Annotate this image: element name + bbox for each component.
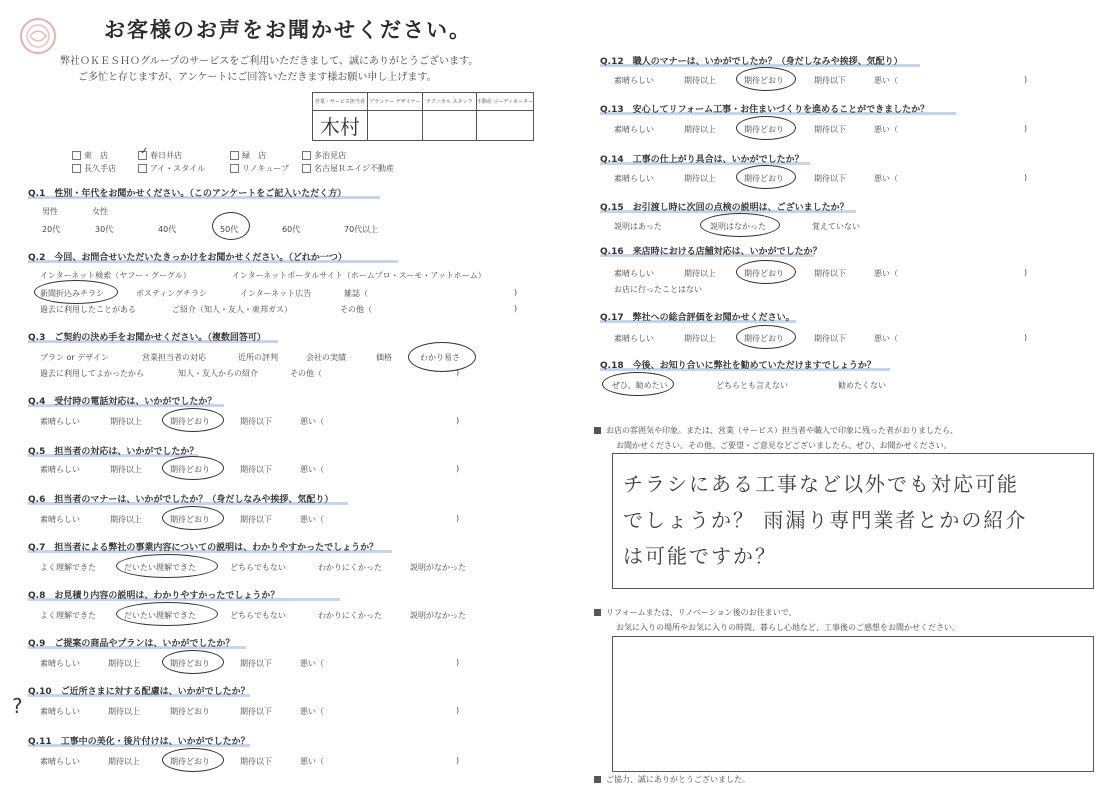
q11-excellent[interactable]: 素晴らしい	[40, 757, 80, 766]
answer-circle	[700, 213, 780, 237]
square-bullet-icon	[594, 776, 601, 783]
q12-bad-close: )	[1024, 75, 1028, 84]
store-kasugai[interactable]: ✓ 春日井店	[140, 146, 182, 160]
staff-table	[312, 92, 534, 141]
q3-reputation[interactable]: 近所の評判	[238, 353, 278, 362]
q2-internet-search[interactable]: インターネット検索（ヤフー・グーグル）	[40, 271, 191, 280]
q17-as-expected[interactable]: 期待どおり	[744, 334, 784, 343]
q5-below[interactable]: 期待以下	[240, 465, 272, 474]
q4-bad-close: )	[456, 416, 460, 425]
q13-bad[interactable]: 悪い（	[874, 125, 898, 134]
q7-well-understood[interactable]: よく理解できた	[40, 563, 96, 572]
answer-circle	[162, 506, 224, 530]
answer-circle	[736, 165, 796, 189]
q10-below[interactable]: 期待以下	[240, 707, 272, 716]
q11-label: Q.11 工事中の美化・後片付けは、いかがでしたか？	[28, 737, 250, 747]
q3-price[interactable]: 価格	[376, 353, 392, 362]
q1-age-70[interactable]: 70代以上	[344, 225, 379, 234]
q9-excellent[interactable]: 素晴らしい	[40, 659, 80, 668]
q9-label: Q.9 ご提案の商品やプランは、いかがでしたか？	[28, 639, 235, 649]
q2-other[interactable]: その他（	[340, 305, 372, 314]
q16-below[interactable]: 期待以下	[814, 269, 846, 278]
q12-above[interactable]: 期待以上	[684, 76, 716, 85]
q8-well-understood[interactable]: よく理解できた	[40, 611, 96, 620]
intro-line-1: 弊社ＯＫＥＳＨＯグループのサービスをご利用いただきまして、誠にありがとうございます。	[60, 56, 479, 67]
q8-hard[interactable]: わかりにくかった	[318, 611, 382, 620]
q15-not-explained[interactable]: 説明はなかった	[710, 222, 766, 231]
answer-circle	[736, 260, 796, 284]
q4-bad[interactable]: 悪い（	[300, 417, 324, 426]
checkbox[interactable]	[230, 164, 239, 173]
answer-circle	[162, 748, 224, 772]
q8-label: Q.8 お見積り内容の説明は、わかりやすかったでしょうか？	[28, 591, 280, 601]
q11-above[interactable]: 期待以上	[108, 757, 140, 766]
q7-hard[interactable]: わかりにくかった	[318, 563, 382, 572]
staff-cell-sales[interactable]	[313, 111, 368, 141]
checkbox[interactable]	[302, 151, 311, 160]
answer-circle	[162, 456, 224, 480]
q5-excellent[interactable]: 素晴らしい	[40, 465, 80, 474]
q18-label: Q.18 今後、お知り合いに弊社を勧めていただけますでしょうか？	[600, 361, 876, 371]
store-renocube[interactable]: リノキューブ	[230, 163, 289, 174]
q11-bad[interactable]: 悪い（	[300, 757, 324, 766]
comment1-textarea[interactable]	[612, 453, 1094, 589]
q10-label: Q.10 ご近所さまに対する配慮は、いかがでしたか？	[28, 687, 250, 697]
store-nagakute[interactable]: 長久手店	[72, 163, 116, 174]
q16-excellent[interactable]: 素晴らしい	[614, 269, 654, 278]
q11-as-expected[interactable]: 期待どおり	[170, 757, 210, 766]
q14-excellent[interactable]: 素晴らしい	[614, 174, 654, 183]
staff-header-realestate: 不動産 コーディネーター	[476, 93, 533, 111]
store-ai-style[interactable]: アイ・スタイル	[138, 163, 205, 174]
comment1-label-2: お聞かせください。その他、ご要望・ご意見などございましたら、ぜひ、お聞かせください。	[616, 441, 952, 450]
q3-sales-response[interactable]: 営業担当者の対応	[142, 353, 206, 362]
q18-not-recommend[interactable]: 勧めたくない	[838, 381, 886, 390]
q9-bad[interactable]: 悪い（	[300, 659, 324, 668]
q13-above[interactable]: 期待以上	[684, 125, 716, 134]
q3-plan-design[interactable]: プラン or デザイン	[40, 353, 109, 362]
q1-age-20[interactable]: 20代	[42, 225, 61, 234]
q2-referral[interactable]: ご紹介（知人・友人・東邦ガス）	[172, 305, 292, 314]
q2-portal-site[interactable]: インターネットポータルサイト（ホームプロ・スーモ・アットホーム）	[232, 271, 486, 280]
q2-internet-ad[interactable]: インターネット広告	[240, 289, 312, 298]
q6-below[interactable]: 期待以下	[240, 515, 272, 524]
q13-excellent[interactable]: 素晴らしい	[614, 125, 654, 134]
checkbox-checked[interactable]: ✓	[138, 151, 147, 160]
q4-excellent[interactable]: 素晴らしい	[40, 417, 80, 426]
answer-circle	[408, 342, 476, 372]
q5-label: Q.5 担当者の対応は、いかがでしたか？	[28, 447, 199, 457]
q17-below[interactable]: 期待以下	[814, 334, 846, 343]
q17-above[interactable]: 期待以上	[684, 334, 716, 343]
answer-circle	[162, 408, 224, 432]
q3-other[interactable]: その他（	[290, 369, 322, 378]
q5-as-expected[interactable]: 期待どおり	[170, 465, 210, 474]
q14-bad[interactable]: 悪い（	[874, 174, 898, 183]
q4-below[interactable]: 期待以下	[240, 417, 272, 426]
q4-label: Q.4 受付時の電話対応は、いかがでしたか？	[28, 397, 217, 407]
q4-as-expected[interactable]: 期待どおり	[170, 417, 210, 426]
answer-circle	[602, 372, 674, 396]
q6-bad-close: )	[456, 514, 460, 523]
staff-header-planner: プランナー デザイナー	[367, 93, 422, 111]
staff-cell-realestate[interactable]	[476, 111, 533, 141]
q14-bad-close: )	[1024, 173, 1028, 182]
comment1-handwriting-line-3: は可能ですか？	[623, 544, 777, 568]
q14-below[interactable]: 期待以下	[814, 174, 846, 183]
q7-none[interactable]: 説明がなかった	[410, 563, 466, 572]
q4-above[interactable]: 期待以上	[110, 417, 142, 426]
q13-label: Q.13 安心してリフォーム工事・お住まいづくりを進めることができましたか？	[600, 105, 930, 115]
answer-circle	[116, 602, 218, 626]
q12-below[interactable]: 期待以下	[814, 76, 846, 85]
answer-circle	[736, 325, 796, 349]
q6-above[interactable]: 期待以上	[110, 515, 142, 524]
q12-excellent[interactable]: 素晴らしい	[614, 76, 654, 85]
comment1-handwriting-line-2: でしょうか？ 雨漏り専門業者とかの紹介	[623, 508, 1028, 532]
q2-other-close: )	[514, 304, 518, 313]
q17-bad[interactable]: 悪い（	[874, 334, 898, 343]
q12-label: Q.12 職人のマナーは、いかがでしたか？（身だしなみや挨拶、気配り）	[600, 57, 903, 67]
q5-bad-close: )	[456, 464, 460, 473]
staff-cell-technical[interactable]	[422, 111, 476, 141]
comment1-handwriting-line-1: チラシにある工事など以外でも対応可能	[623, 472, 1019, 496]
q11-bad-close: )	[456, 756, 460, 765]
answer-circle	[34, 280, 118, 304]
q1-age-60[interactable]: 60代	[282, 225, 301, 234]
q13-as-expected[interactable]: 期待どおり	[744, 125, 784, 134]
q12-as-expected[interactable]: 期待どおり	[744, 76, 784, 85]
q14-above[interactable]: 期待以上	[684, 174, 716, 183]
q3-label: Q.3 ご契約の決め手をお聞かせください。（複数回答可）	[28, 333, 266, 343]
square-bullet-icon	[594, 427, 601, 434]
q1-female[interactable]: 女性	[92, 207, 108, 216]
q1-label: Q.1 性別・年代をお聞かせください。（このアンケートをご記入いただく方）	[28, 189, 347, 199]
store-midori[interactable]: 緑 店	[230, 150, 266, 161]
q10-handwritten-question-mark: ?	[12, 694, 23, 718]
q1-male[interactable]: 男性	[42, 207, 58, 216]
q13-below[interactable]: 期待以下	[814, 125, 846, 134]
q12-bad[interactable]: 悪い（	[874, 76, 898, 85]
staff-cell-planner[interactable]	[367, 111, 422, 141]
company-seal-icon	[18, 16, 58, 56]
checkbox[interactable]	[230, 151, 239, 160]
q6-bad[interactable]: 悪い（	[300, 515, 324, 524]
store-nagoya-r-age[interactable]: 名古屋Ｒエイジ不動産	[302, 163, 394, 174]
q16-bad-close: )	[1024, 268, 1028, 277]
square-bullet-icon	[594, 609, 601, 616]
q8-neutral[interactable]: どちらでもない	[230, 611, 286, 620]
q3-past-satisfied[interactable]: 過去に利用してよかったから	[40, 369, 144, 378]
checkbox[interactable]	[302, 164, 311, 173]
q15-dont-remember[interactable]: 覚えていない	[812, 222, 860, 231]
q2-past-use[interactable]: 過去に利用したことがある	[40, 305, 136, 314]
staff-header-technical: テクニカル スタッフ	[422, 93, 476, 111]
q6-as-expected[interactable]: 期待どおり	[170, 515, 210, 524]
q10-bad[interactable]: 悪い（	[300, 707, 324, 716]
q7-label: Q.7 担当者による弊社の事業内容についての説明は、わかりやすかったでしょうか？	[28, 543, 379, 553]
q1-age-50[interactable]: 50代	[220, 225, 239, 234]
answer-circle	[212, 212, 250, 240]
q3-acquaintance[interactable]: 知人・友人からの紹介	[178, 369, 258, 378]
comment2-label-2: お気に入りの場所やお気に入りの時間、暮らし心地など、工事後のご感想をお聞かせください。	[616, 623, 960, 632]
q16-as-expected[interactable]: 期待どおり	[744, 269, 784, 278]
q14-as-expected[interactable]: 期待どおり	[744, 174, 784, 183]
q2-posting-flyer[interactable]: ポスティングチラシ	[136, 289, 208, 298]
q7-neutral[interactable]: どちらでもない	[230, 563, 286, 572]
checkbox[interactable]	[72, 164, 81, 173]
q18-recommend[interactable]: ぜひ、勧めたい	[612, 381, 668, 390]
q16-label: Q.16 来店時における店舗対応は、いかがでしたか？	[600, 247, 822, 257]
q9-below[interactable]: 期待以下	[240, 659, 272, 668]
staff-header-sales: 営業・サービス担当者	[313, 93, 368, 111]
q16-never-visited[interactable]: お店に行ったことはない	[614, 285, 702, 294]
q14-label: Q.14 工事の仕上がり具合は、いかがでしたか？	[600, 155, 804, 165]
q1-age-30[interactable]: 30代	[95, 225, 114, 234]
q15-explained[interactable]: 説明はあった	[614, 222, 662, 231]
comment2-label-1: リフォームまたは、リノベーション後のお住まいで、	[594, 607, 796, 618]
store-higashi[interactable]: 東 店	[72, 150, 108, 161]
q3-track-record[interactable]: 会社の実績	[306, 353, 346, 362]
q2-magazine-close: )	[514, 288, 518, 297]
thanks-text: ご協力、誠にありがとうございました。	[594, 774, 750, 785]
q11-below[interactable]: 期待以下	[240, 757, 272, 766]
q9-above[interactable]: 期待以上	[108, 659, 140, 668]
checkbox[interactable]	[72, 151, 81, 160]
q10-excellent[interactable]: 素晴らしい	[40, 707, 80, 716]
q16-bad[interactable]: 悪い（	[874, 269, 898, 278]
q17-excellent[interactable]: 素晴らしい	[614, 334, 654, 343]
answer-circle	[162, 650, 224, 674]
q10-above[interactable]: 期待以上	[108, 707, 140, 716]
q1-age-40[interactable]: 40代	[158, 225, 177, 234]
q13-bad-close: )	[1024, 124, 1028, 133]
q8-mostly-understood[interactable]: だいたい理解できた	[124, 611, 196, 620]
q7-mostly-understood[interactable]: だいたい理解できた	[124, 563, 196, 572]
staff-name: 木村	[319, 115, 360, 139]
q3-clarity[interactable]: わかり易さ	[420, 353, 460, 362]
comment1-label-1: お店の雰囲気や印象。または、営業（サービス）担当者や職人で印象に残った者がおりましたら、	[594, 425, 958, 436]
q9-bad-close: )	[456, 658, 460, 667]
comment2-textarea[interactable]	[612, 636, 1094, 772]
q9-as-expected[interactable]: 期待どおり	[170, 659, 210, 668]
q5-bad[interactable]: 悪い（	[300, 465, 324, 474]
q6-label: Q.6 担当者のマナーは、いかがでしたか？（身だしなみや挨拶、気配り）	[28, 495, 334, 505]
answer-circle	[736, 67, 796, 91]
q2-magazine[interactable]: 雑誌（	[344, 289, 368, 298]
q18-neutral[interactable]: どちらとも言えない	[716, 381, 788, 390]
page-title: お客様のお声をお聞かせください。	[104, 18, 472, 42]
checkbox[interactable]	[138, 164, 147, 173]
answer-circle	[736, 116, 796, 140]
answer-circle	[116, 554, 218, 578]
store-tajimi[interactable]: 多治見店	[302, 150, 346, 161]
q16-above[interactable]: 期待以上	[684, 269, 716, 278]
q6-excellent[interactable]: 素晴らしい	[40, 515, 80, 524]
q3-other-close: )	[456, 368, 460, 377]
q17-label: Q.17 弊社への総合評価をお聞かせください。	[600, 313, 795, 323]
q10-as-expected[interactable]: 期待どおり	[170, 707, 210, 716]
q17-bad-close: )	[1024, 333, 1028, 342]
q10-bad-close: )	[456, 706, 460, 715]
q2-newspaper-flyer[interactable]: 新聞折込みチラシ	[40, 289, 104, 298]
intro-line-2: ご多忙と存じますが、アンケートにご回答いただきます様お願い申し上げます。	[78, 72, 437, 83]
q8-none[interactable]: 説明がなかった	[410, 611, 466, 620]
q15-label: Q.15 お引渡し時に次回の点検の説明は、ございましたか？	[600, 203, 849, 213]
q2-label: Q.2 今回、お問合せいただいたきっかけをお聞かせください。（どれか一つ）	[28, 253, 347, 263]
q5-above[interactable]: 期待以上	[110, 465, 142, 474]
